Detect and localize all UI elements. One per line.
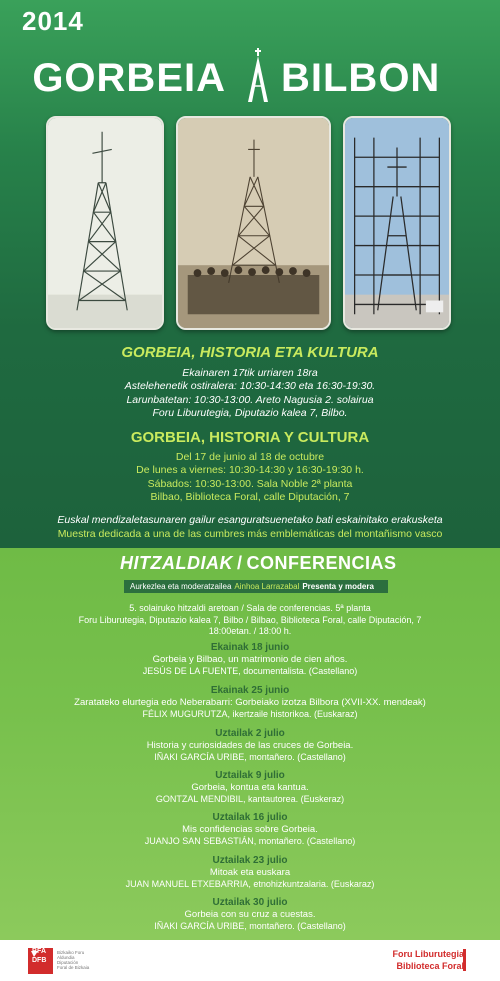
conferences-title-eu: HITZALDIAK xyxy=(120,553,233,573)
gorbeia-cross-tower-icon xyxy=(238,46,278,104)
event-speaker: IÑAKI GARCÍA URIBE, montañero. (Castellano) xyxy=(154,920,346,931)
event-title: Mitoak eta euskara xyxy=(209,867,291,878)
event-speaker: FÉLIX MUGURUTZA, ikertzaile historikoa. (Euskaraz) xyxy=(142,708,358,719)
event-date: Ekainak 25 junio xyxy=(210,685,290,696)
year-label: 2014 xyxy=(22,6,84,36)
presenter-label-es: Presenta y modera xyxy=(302,582,374,591)
presenter-name: Ainhoa Larrazabal xyxy=(234,582,300,591)
event-speaker: JUAN MANUEL ETXEBARRIA, etnohizkuntzalaria. (Euskaraz) xyxy=(125,878,375,889)
event-date: Uztailak 23 julio xyxy=(212,855,288,866)
venue-line: 5. solairuko hitzaldi aretoan / Sala de conferencias. 5ª planta xyxy=(129,603,371,613)
es-line: Bilbao, Biblioteca Foral, calle Diputación, 7 xyxy=(150,490,350,503)
event-title: Historia y curiosidades de las cruces de Gorbeia. xyxy=(146,740,354,751)
event-date: Uztailak 9 julio xyxy=(215,770,285,781)
exhibition-title-es: GORBEIA, HISTORIA Y CULTURA xyxy=(130,429,370,446)
event-item xyxy=(0,685,500,720)
eu-line: Larunbatetan: 10:30-13:00. Areto Nagusia 2. solairua xyxy=(126,393,374,406)
bfa-line: BFA xyxy=(32,948,46,955)
title-left: GORBEIA xyxy=(32,56,226,100)
event-speaker: JESÚS DE LA FUENTE, documentalista. (Castellano) xyxy=(142,665,358,676)
exhibition-title-eu: GORBEIA, HISTORIA ETA KULTURA xyxy=(121,344,379,361)
eu-line: Foru Liburutegia, Diputazio kalea 7, Bilbo. xyxy=(152,406,348,419)
event-item xyxy=(0,728,500,763)
event-title: Gorbeia, kontua eta kantua. xyxy=(191,782,309,793)
exhibition-details-es xyxy=(0,451,500,504)
exhibition-details-eu xyxy=(0,367,500,420)
bfa-side-line: Diputación xyxy=(57,960,79,965)
conferences-venue xyxy=(0,603,500,638)
venue-line: Foru Liburutegia, Diputazio kalea 7, Bilbo / Bilbao, Biblioteca Foral, calle Diputación, 7 xyxy=(78,614,422,625)
venue-line: 18:00etan. / 18:00 h. xyxy=(208,626,292,636)
event-date: Uztailak 16 julio xyxy=(212,812,288,823)
event-date: Uztailak 2 julio xyxy=(215,728,285,739)
title-right: BILBON xyxy=(281,56,441,100)
event-item xyxy=(0,897,500,932)
bfa-side-line: Bizkaiko Foru xyxy=(57,950,85,955)
event-date: Ekainak 18 junio xyxy=(210,642,290,653)
bfa-side-line: Aldundia xyxy=(57,955,75,960)
footer xyxy=(0,940,500,981)
eu-line: Astelehenetik ostiralera: 10:30-14:30 eta 16:30-19:30. xyxy=(124,380,376,393)
bfa-side-text xyxy=(57,950,89,970)
event-title: Gorbeia y Bilbao, un matrimonio de cien años. xyxy=(152,654,348,665)
photo-scaffold xyxy=(343,116,451,330)
exhibition-tagline-eu: Euskal mendizaletasunaren gailur esanguratsuenetako bati eskainitako erakusketa xyxy=(57,514,443,526)
presenter-bar xyxy=(124,580,388,593)
bfa-line: DFB xyxy=(32,957,47,964)
title-row xyxy=(0,46,500,106)
presenter-label-eu: Aurkezlea eta moderatzailea xyxy=(130,582,232,591)
exhibition-tagline-es: Muestra dedicada a una de las cumbres más emblemáticas del montañismo vasco xyxy=(57,528,443,540)
bfa-logo-text xyxy=(32,947,46,965)
foru-logo-line1: Foru Liburutegia xyxy=(392,949,464,959)
es-line: Sábados: 10:30-13:00. Sala Noble 2ª planta xyxy=(147,477,353,490)
event-title: Gorbeia con su cruz a cuestas. xyxy=(184,909,316,920)
eu-line: Ekainaren 17tik urriaren 18ra xyxy=(182,367,318,379)
conferences-title-es: CONFERENCIAS xyxy=(246,553,397,573)
photo-old-tower xyxy=(46,116,164,330)
event-item xyxy=(0,855,500,890)
foru-logo-line2: Biblioteca Foral xyxy=(396,961,464,971)
event-item xyxy=(0,770,500,805)
conferences-title-slash: / xyxy=(236,553,243,573)
event-title: Zaratateko elurtegia edo Neberabarri: Gorbeiako izotza Bilbora (XVII-XX. mendeak) xyxy=(74,697,426,708)
es-line: De lunes a viernes: 10:30-14:30 y 16:30-19:30 h. xyxy=(136,464,364,477)
es-line: Del 17 de junio al 18 de octubre xyxy=(175,451,325,463)
event-date: Uztailak 30 julio xyxy=(212,897,288,908)
bfa-side-line: Foral de Bizkaia xyxy=(57,965,90,970)
event-speaker: GONTZAL MENDIBIL, kantautorea. (Euskeraz) xyxy=(155,793,345,804)
conferences-title xyxy=(120,553,397,574)
event-item xyxy=(0,642,500,677)
event-item xyxy=(0,812,500,847)
event-speaker: IÑAKI GARCÍA URIBE, montañero. (Castellano) xyxy=(154,751,346,762)
event-speaker: JUANJO SAN SEBASTIÁN, montañero. (Castellano) xyxy=(144,835,356,846)
photo-crowd-tower xyxy=(176,116,331,330)
event-title: Mis confidencias sobre Gorbeia. xyxy=(182,824,318,835)
